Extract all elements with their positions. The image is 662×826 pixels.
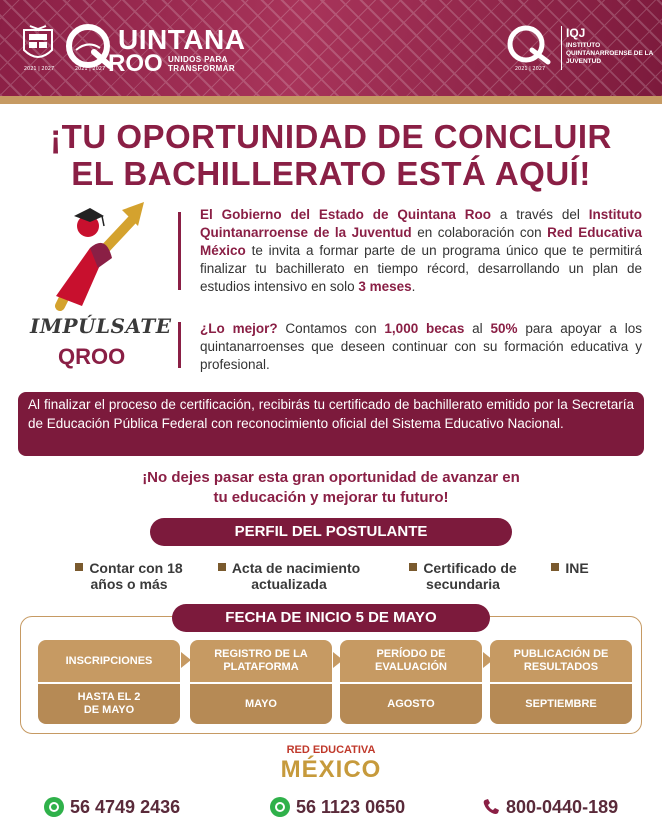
impulsate-label: IMPÚLSATE xyxy=(30,314,172,338)
bullet-square-icon xyxy=(218,563,226,571)
intro-scholarships: 1,000 becas xyxy=(384,321,465,336)
whatsapp-icon xyxy=(270,797,290,817)
requirement-line: actualizada xyxy=(251,576,327,592)
iqj-years: 2021 | 2027 xyxy=(514,66,546,72)
requirement-line: Acta de nacimiento xyxy=(231,560,361,576)
intro-bar-2 xyxy=(178,322,181,368)
contact-number: 56 1123 0650 xyxy=(296,796,406,817)
intro-text: Contamos con xyxy=(277,321,385,336)
step-date: SEPTIEMBRE xyxy=(490,684,632,724)
step-date xyxy=(38,684,180,724)
title-line1: ¡TU OPORTUNIDAD DE CONCLUIR xyxy=(50,118,612,155)
schedule-step-inscripciones xyxy=(38,640,180,724)
requirement-ine xyxy=(542,560,598,576)
step-date-text: HASTA EL 2 DE MAYO xyxy=(77,691,141,716)
page-title xyxy=(0,118,662,192)
bullet-square-icon xyxy=(551,563,559,571)
header-gold-bar xyxy=(0,96,662,104)
step-label xyxy=(190,640,332,682)
impulsate-qroo-label: QROO xyxy=(58,344,126,369)
requirement-secondary-certificate xyxy=(390,560,536,592)
brand-name-line1: UINTANA xyxy=(118,24,246,55)
step-label-text: PUBLICACIÓN DE RESULTADOS xyxy=(513,648,609,673)
requirement-birth-certificate xyxy=(198,560,380,592)
brand-tagline: UNIDOS PARA TRANSFORMAR xyxy=(168,55,236,73)
intro-paragraph-2 xyxy=(200,320,642,374)
intro-text: a través del xyxy=(490,207,589,222)
step-label xyxy=(490,640,632,682)
requirement-age xyxy=(64,560,194,592)
bullet-square-icon xyxy=(75,563,83,571)
step-date: MAYO xyxy=(190,684,332,724)
impulsate-figure-icon xyxy=(46,198,152,314)
requirement-line: Contar con 18 xyxy=(89,560,183,576)
profile-title-pill: PERFIL DEL POSTULANTE xyxy=(150,518,512,546)
intro-iqj-name: Instituto Quintanarroense de la Juventud xyxy=(200,207,642,240)
contact-number: 800-0440-189 xyxy=(506,796,619,817)
step-label-text: PERÍODO DE EVALUACIÓN xyxy=(375,648,447,673)
schedule-step-evaluacion xyxy=(340,640,482,724)
intro-text: te invita a formar parte de un programa único que te permitirá finalizar tu bachillerato en tiempo récord, desarrollando un plan de estudios intensivo en solo xyxy=(200,243,642,294)
intro-text: al xyxy=(464,321,491,336)
schedule-step-publicacion xyxy=(490,640,632,724)
callout-line2: tu educación y mejorar tu futuro! xyxy=(213,489,449,506)
intro-paragraph-1 xyxy=(200,206,642,296)
contact-phone[interactable] xyxy=(482,796,618,818)
crest-years: 2021 | 2027 xyxy=(23,66,55,72)
state-crest-icon xyxy=(20,24,56,64)
intro-red-name: Red Educativa México xyxy=(200,225,642,258)
contact-whatsapp-1[interactable] xyxy=(44,796,180,818)
contact-whatsapp-2[interactable] xyxy=(270,796,405,818)
schedule-step-registro xyxy=(190,640,332,724)
requirement-line: secundaria xyxy=(426,576,500,592)
whatsapp-icon xyxy=(44,797,64,817)
step-label: INSCRIPCIONES xyxy=(38,640,180,682)
intro-percentage: 50% xyxy=(490,321,518,336)
certification-box: Al finalizar el proceso de certificación, recibirás tu certificado de bachillerato emitido por la Secretaría de Educación Pública Federal con reconocimiento oficial del Sistema Educativo Nacional. xyxy=(18,392,644,456)
brand-name-line2: ROO xyxy=(108,50,163,77)
bullet-square-icon xyxy=(409,563,417,571)
step-label-text: REGISTRO DE LA PLATAFORMA xyxy=(214,648,308,673)
iqj-full-name: INSTITUTO QUINTANARROENSE DE LA JUVENTUD xyxy=(566,42,654,65)
phone-icon xyxy=(482,798,500,816)
start-date-pill: FECHA DE INICIO 5 DE MAYO xyxy=(172,604,490,632)
intro-text: . xyxy=(411,279,416,294)
iqj-divider xyxy=(561,26,562,70)
intro-bar-1 xyxy=(178,212,181,290)
requirement-line: años o más xyxy=(90,576,168,592)
red-educativa-label: RED EDUCATIVA xyxy=(286,744,376,756)
header-banner xyxy=(0,0,662,96)
intro-text: en colaboración con xyxy=(411,225,548,240)
intro-highlight: ¿Lo mejor? xyxy=(200,321,278,336)
title-line2: EL BACHILLERATO ESTÁ AQUÍ! xyxy=(71,155,591,192)
step-label xyxy=(340,640,482,682)
iqj-abbreviation: IQJ xyxy=(566,26,586,40)
mexico-label: MÉXICO xyxy=(280,756,382,783)
intro-duration: 3 meses xyxy=(358,279,412,294)
iqj-q-icon xyxy=(504,24,556,66)
intro-text: para apoyar a los quintanarroenses que deseen continuar con su formación educativa y profesional. xyxy=(200,321,642,372)
callout-line1: ¡No dejes pasar esta gran oportunidad de avanzar en xyxy=(142,469,520,486)
callout-text xyxy=(0,468,662,508)
quintana-roo-years: 2021 | 2027 xyxy=(74,66,106,72)
intro-gov-name: El Gobierno del Estado de Quintana Roo xyxy=(200,207,491,222)
requirement-line: Certificado de xyxy=(423,560,517,576)
step-date: AGOSTO xyxy=(340,684,482,724)
requirement-line: INE xyxy=(565,560,589,576)
contact-number: 56 4749 2436 xyxy=(70,796,181,817)
